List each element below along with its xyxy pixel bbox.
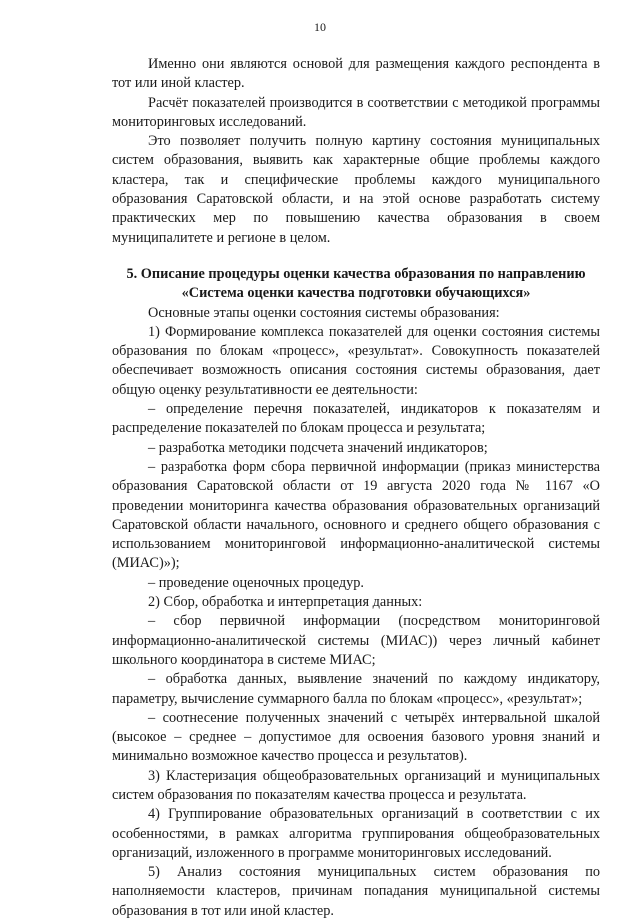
paragraph: 4) Группирование образовательных организаций в соответствии с их особенностями, в рамках алгоритма группирования общеобразовательных организаций, изложенного в программе мониторинговых исследований.: [112, 806, 600, 861]
list-item: – соотнесение полученных значений с четырёх интервальной шкалой (высокое – среднее – допустимое для освоения базового уровня знаний и минимально возможное качество процесса и результатов).: [112, 709, 600, 765]
section-heading-line1: 5. Описание процедуры оценки качества образования по направлению: [126, 265, 586, 282]
list-item: – проведение оценочных процедур.: [148, 574, 364, 591]
paragraph: 5) Анализ состояния муниципальных систем образования по наполняемости кластеров, причинам попадания муниципальной системы образования в тот или иной кластер.: [112, 864, 600, 919]
paragraph: Это позволяет получить полную картину состояния муниципальных систем образования, выявить как характерные общие проблемы каждого кластера, так и специфические проблемы каждого муниципального образования Саратовской области, и на этой основе разработать систему практических мер по повышению качества образования в своем муниципалитете и регионе в целом.: [112, 133, 600, 246]
page-content: [112, 55, 600, 921]
paragraph: 2) Сбор, обработка и интерпретация данных:: [148, 594, 423, 611]
list-item: – разработка форм сбора первичной информации (приказ министерства образования Саратовской области от 19 августа 2020 года № 1167 «О проведении мониторинга качества образования образовательных организаций Саратовской области начального, основного и среднего общего образования с использованием мониторинговой информационно-аналитической системы (МИАС)»);: [112, 458, 600, 572]
list-item: – разработка методики подсчета значений индикаторов;: [148, 439, 488, 456]
paragraph: 3) Кластеризация общеобразовательных организаций и муниципальных систем образования по показателям качества процесса и результата.: [112, 767, 600, 803]
paragraph: Именно они являются основой для размещения каждого респондента в тот или иной кластер.: [112, 56, 600, 92]
page-number: 10: [314, 20, 326, 34]
list-item: – определение перечня показателей, индикаторов к показателям и распределение показателей по блокам процесса и результата;: [112, 401, 600, 437]
list-item: – обработка данных, выявление значений по каждому индикатору, параметру, вычисление суммарного балла по блокам «процесс», «результат»;: [112, 671, 600, 707]
paragraph: Расчёт показателей производится в соответствии с методикой программы мониторинговых исследований.: [112, 94, 600, 130]
paragraph: 1) Формирование комплекса показателей для оценки состояния системы образования по блокам «процесс», «результат». Совокупность показателей обеспечивает возможность описания состояния системы образования, дает общую оценку результативности ее деятельности:: [112, 323, 600, 398]
section-heading: [112, 265, 600, 304]
section-heading-line2: «Система оценки качества подготовки обучающихся»: [181, 285, 531, 302]
paragraph: Основные этапы оценки состояния системы образования:: [148, 304, 500, 321]
list-item: – сбор первичной информации (посредством мониторинговой информационно-аналитической системы (МИАС)) через личный кабинет школьного координатора в системе МИАС;: [112, 613, 600, 668]
